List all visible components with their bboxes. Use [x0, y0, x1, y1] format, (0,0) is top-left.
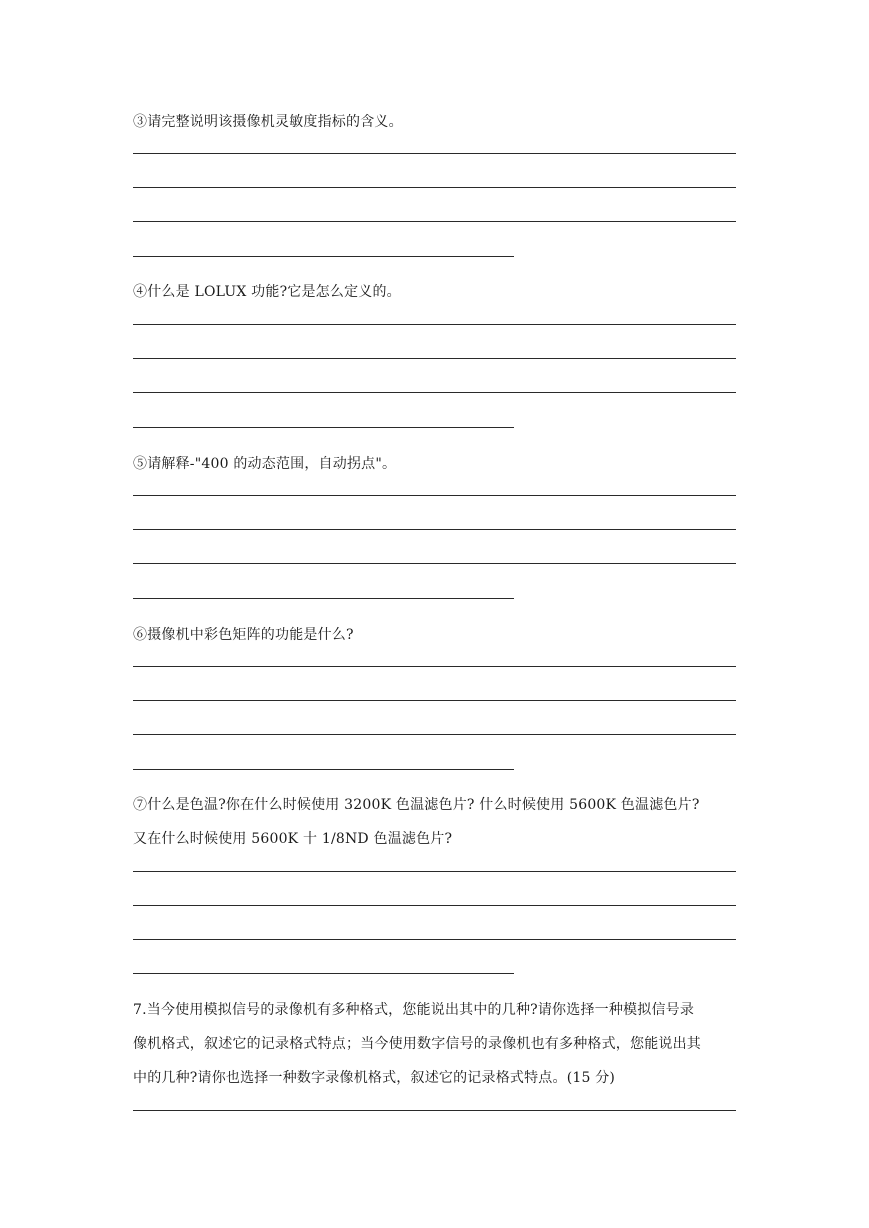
- answer-line: [133, 598, 514, 599]
- question-5-text: ⑤请解释-"400 的动态范围，自动拐点"。: [133, 456, 397, 472]
- answer-line: [133, 187, 736, 188]
- answer-line: [133, 529, 736, 530]
- answer-line: [133, 666, 736, 667]
- answer-line: [133, 1110, 736, 1111]
- answer-line: [133, 221, 736, 222]
- answer-line: [133, 734, 736, 735]
- question-7-text-line-2: 又在什么时候使用 5600K 十 1/8ND 色温滤色片?: [133, 831, 453, 847]
- question-7-main-line-1: 7.当今使用模拟信号的录像机有多种格式，您能说出其中的几种?请你选择一种模拟信号录: [133, 1002, 695, 1018]
- question-7-main-line-3: 中的几种?请你也选择一种数字录像机格式，叙述它的记录格式特点。(15 分): [133, 1070, 616, 1086]
- answer-line: [133, 324, 736, 325]
- question-7-text-line-1: ⑦什么是色温?你在什么时候使用 3200K 色温滤色片? 什么时候使用 5600K 色温滤色片?: [133, 797, 700, 813]
- answer-line: [133, 700, 736, 701]
- answer-line: [133, 358, 736, 359]
- answer-line: [133, 427, 514, 428]
- answer-line: [133, 153, 736, 154]
- answer-line: [133, 939, 736, 940]
- answer-line: [133, 905, 736, 906]
- question-3-text: ③请完整说明该摄像机灵敏度指标的含义。: [133, 114, 403, 130]
- question-7-main-line-2: 像机格式，叙述它的记录格式特点；当今使用数字信号的录像机也有多种格式，您能说出其: [133, 1036, 701, 1052]
- answer-line: [133, 495, 736, 496]
- answer-line: [133, 973, 514, 974]
- answer-line: [133, 769, 514, 770]
- question-6-text: ⑥摄像机中彩色矩阵的功能是什么?: [133, 627, 354, 643]
- answer-line: [133, 871, 736, 872]
- question-4-text: ④什么是 LOLUX 功能?它是怎么定义的。: [133, 284, 401, 300]
- answer-line: [133, 563, 736, 564]
- answer-line: [133, 256, 514, 257]
- answer-line: [133, 392, 736, 393]
